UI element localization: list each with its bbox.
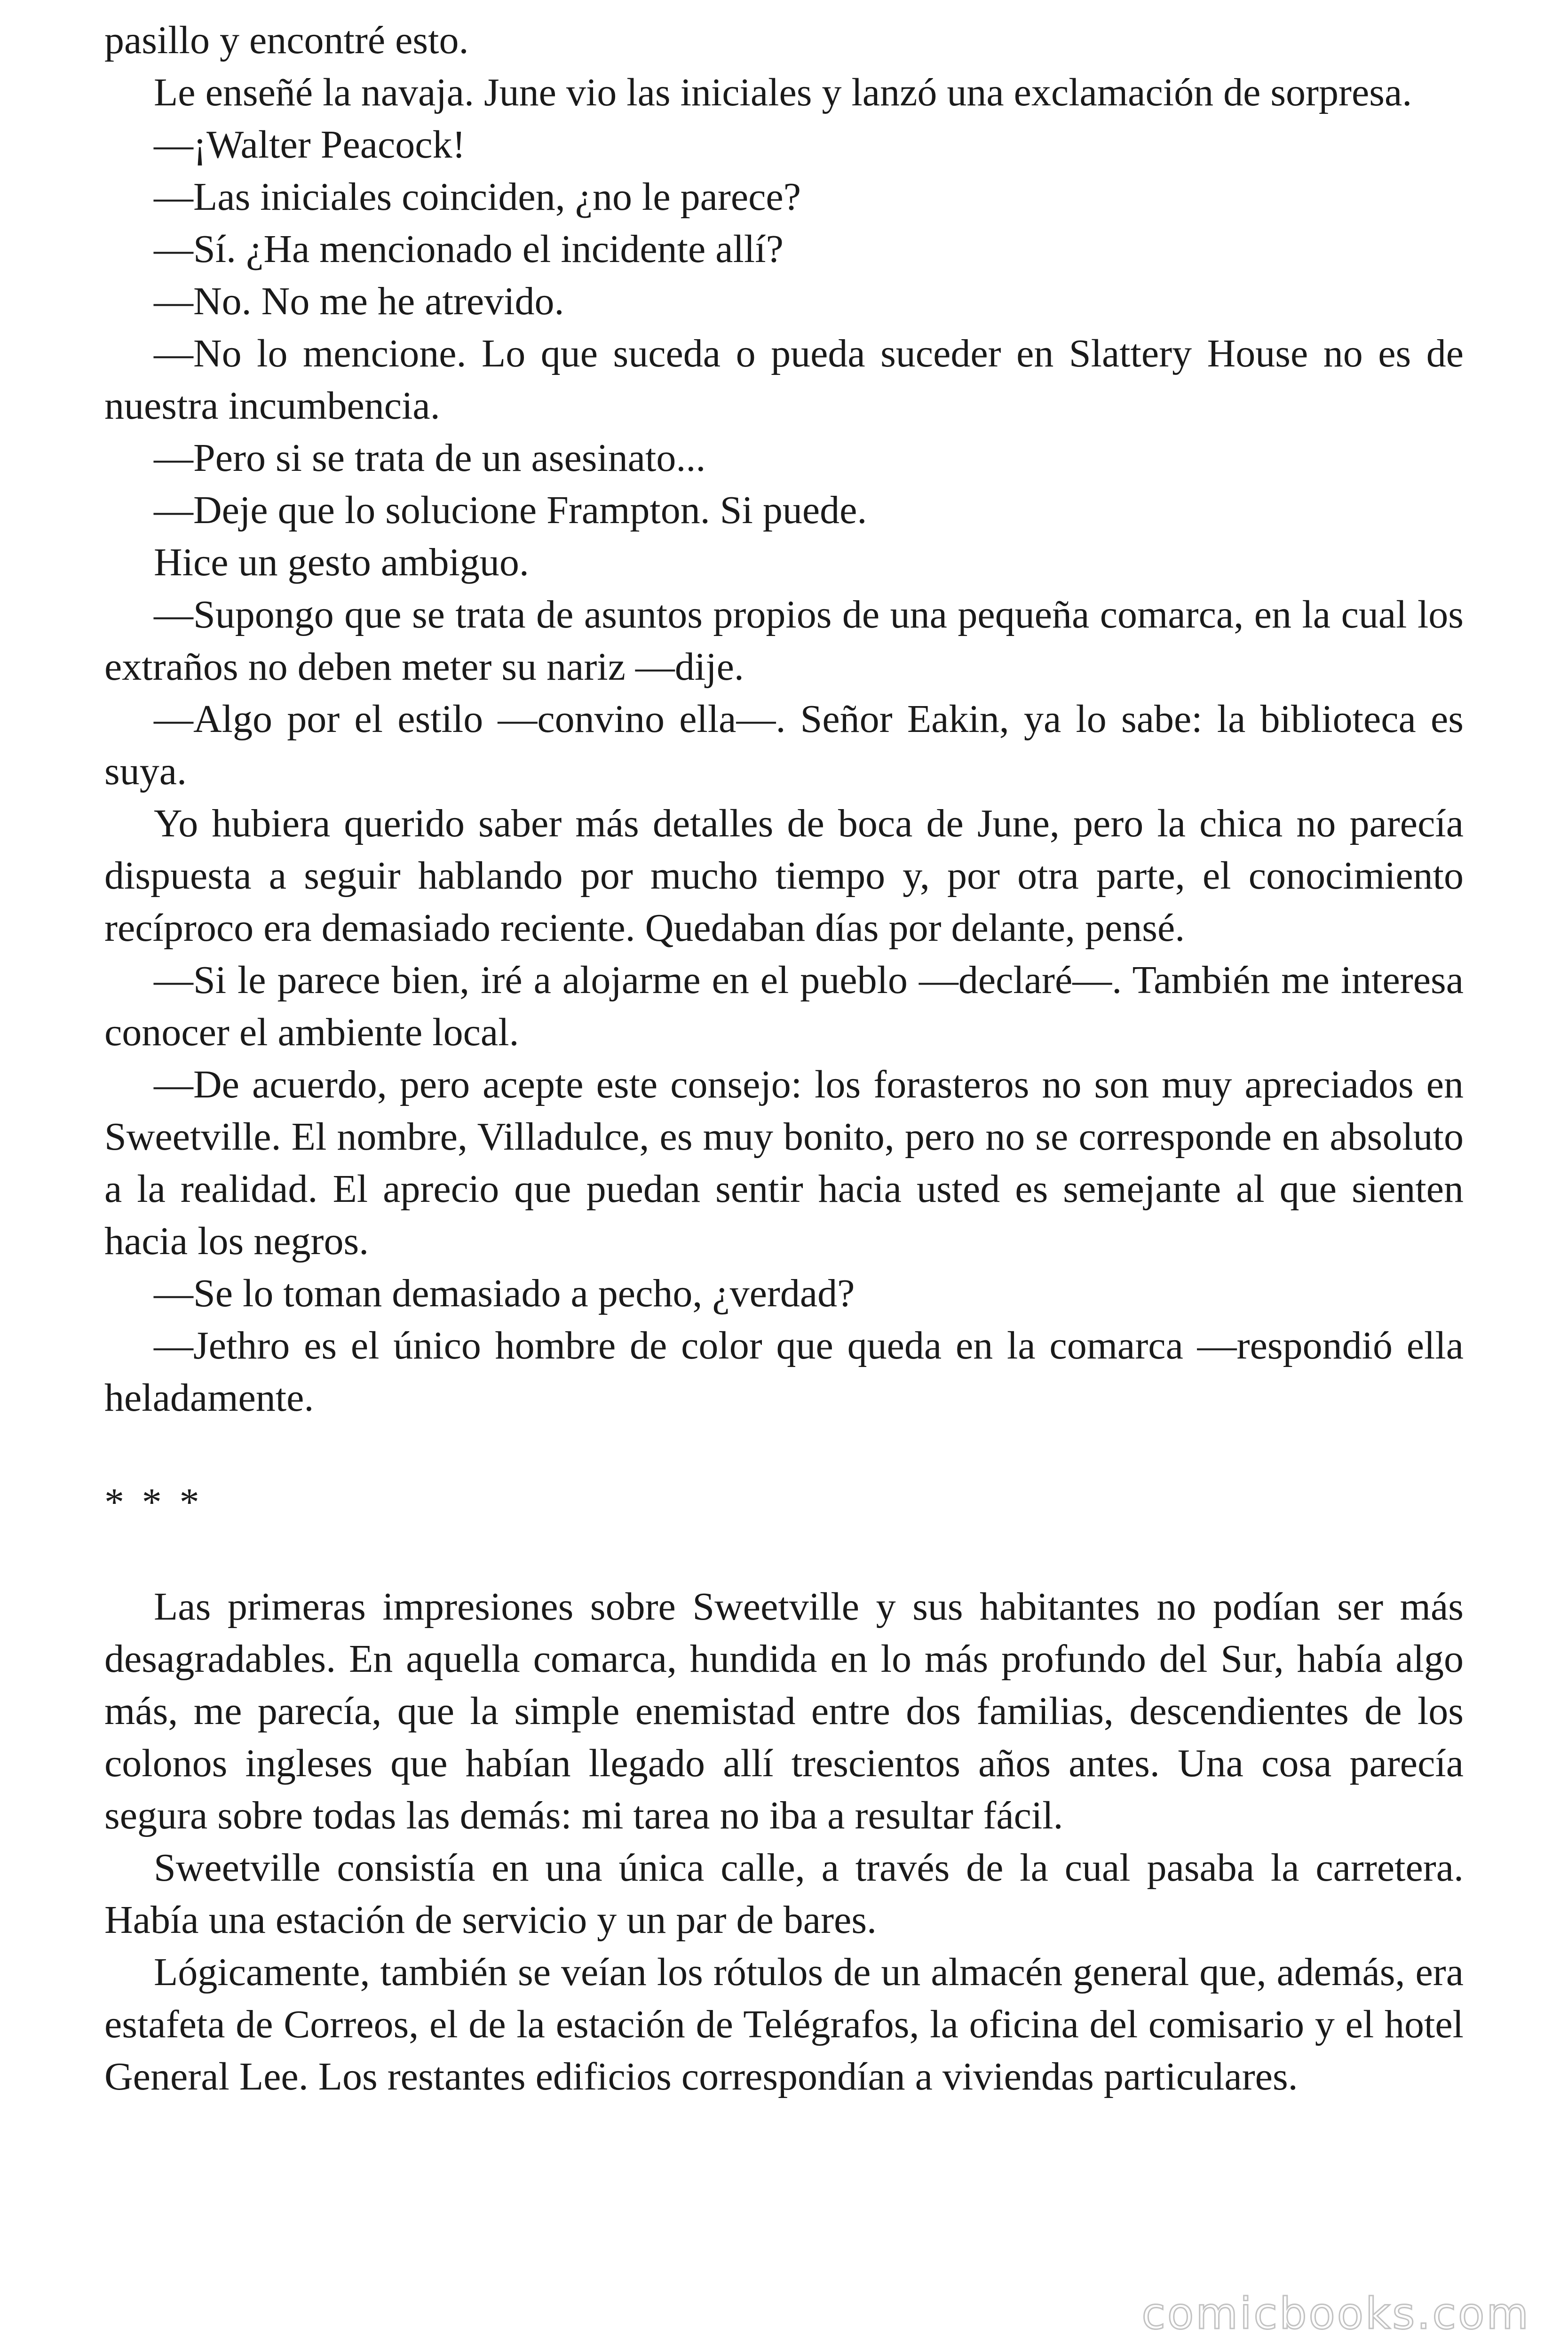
- section-gap: [104, 1528, 1464, 1581]
- book-page: [104, 14, 1464, 2103]
- dialogue-line: —Jethro es el único hombre de color que queda en la comarca —respondió ella heladamente.: [104, 1324, 1464, 1420]
- dialogue-line: —Si le parece bien, iré a alojarme en el pueblo —declaré—. También me interesa conocer el ambiente local.: [104, 958, 1464, 1054]
- paragraph: Sweetville consistía en una única calle, a través de la cual pasaba la carretera. Había una estación de servicio y un par de bares.: [104, 1846, 1464, 1942]
- dialogue-line: —Sí. ¿Ha mencionado el incidente allí?: [154, 227, 784, 271]
- dialogue-line: —¡Walter Peacock!: [154, 123, 466, 167]
- paragraph: Le enseñé la navaja. June vio las iniciales y lanzó una exclamación de sorpresa.: [154, 71, 1412, 114]
- paragraph: Lógicamente, también se veían los rótulos de un almacén general que, además, era estafeta de Correos, el de la estación de Telégrafos, la oficina del comisario y el hotel General Lee. Los restantes edificios correspondían a viviendas particulares.: [104, 1950, 1464, 2098]
- section-separator: * * *: [104, 1480, 203, 1524]
- paragraph: Yo hubiera querido saber más detalles de boca de June, pero la chica no parecía dispuesta a seguir hablando por mucho tiempo y, por otra parte, el conocimiento recíproco era demasiado reciente. Quedaban días por delante, pensé.: [104, 802, 1464, 950]
- dialogue-line: —Deje que lo solucione Frampton. Si puede.: [154, 488, 867, 532]
- dialogue-line: —Pero si se trata de un asesinato...: [154, 436, 706, 480]
- dialogue-line: —Se lo toman demasiado a pecho, ¿verdad?: [154, 1271, 855, 1315]
- dialogue-line: —No. No me he atrevido.: [154, 279, 564, 323]
- paragraph: Las primeras impresiones sobre Sweetville y sus habitantes no podían ser más desagradables. En aquella comarca, hundida en lo más profundo del Sur, había algo más, me parecía, que la simple enemistad entre dos familias, descendientes de los colonos ingleses que habían llegado allí trescientos años antes. Una cosa parecía segura sobre todas las demás: mi tarea no iba a resultar fácil.: [104, 1585, 1464, 1837]
- watermark-logo: comicbooks.com: [1141, 2288, 1530, 2339]
- paragraph: pasillo y encontré esto.: [104, 18, 469, 62]
- dialogue-line: —Algo por el estilo —convino ella—. Señor Eakin, ya lo sabe: la biblioteca es suya.: [104, 697, 1464, 793]
- dialogue-line: —Supongo que se trata de asuntos propios de una pequeña comarca, en la cual los extraños no deben meter su nariz —dije.: [104, 593, 1464, 689]
- paragraph: Hice un gesto ambiguo.: [154, 540, 529, 584]
- dialogue-line: —De acuerdo, pero acepte este consejo: los forasteros no son muy apreciados en Sweetville. El nombre, Villadulce, es muy bonito, pero no se corresponde en absoluto a la realidad. El aprecio que puedan sentir hacia usted es semejante al que sienten hacia los negros.: [104, 1063, 1464, 1263]
- section-gap: [104, 1424, 1464, 1476]
- dialogue-line: —No lo mencione. Lo que suceda o pueda suceder en Slattery House no es de nuestra incumbencia.: [104, 332, 1464, 428]
- dialogue-line: —Las iniciales coinciden, ¿no le parece?: [154, 175, 801, 219]
